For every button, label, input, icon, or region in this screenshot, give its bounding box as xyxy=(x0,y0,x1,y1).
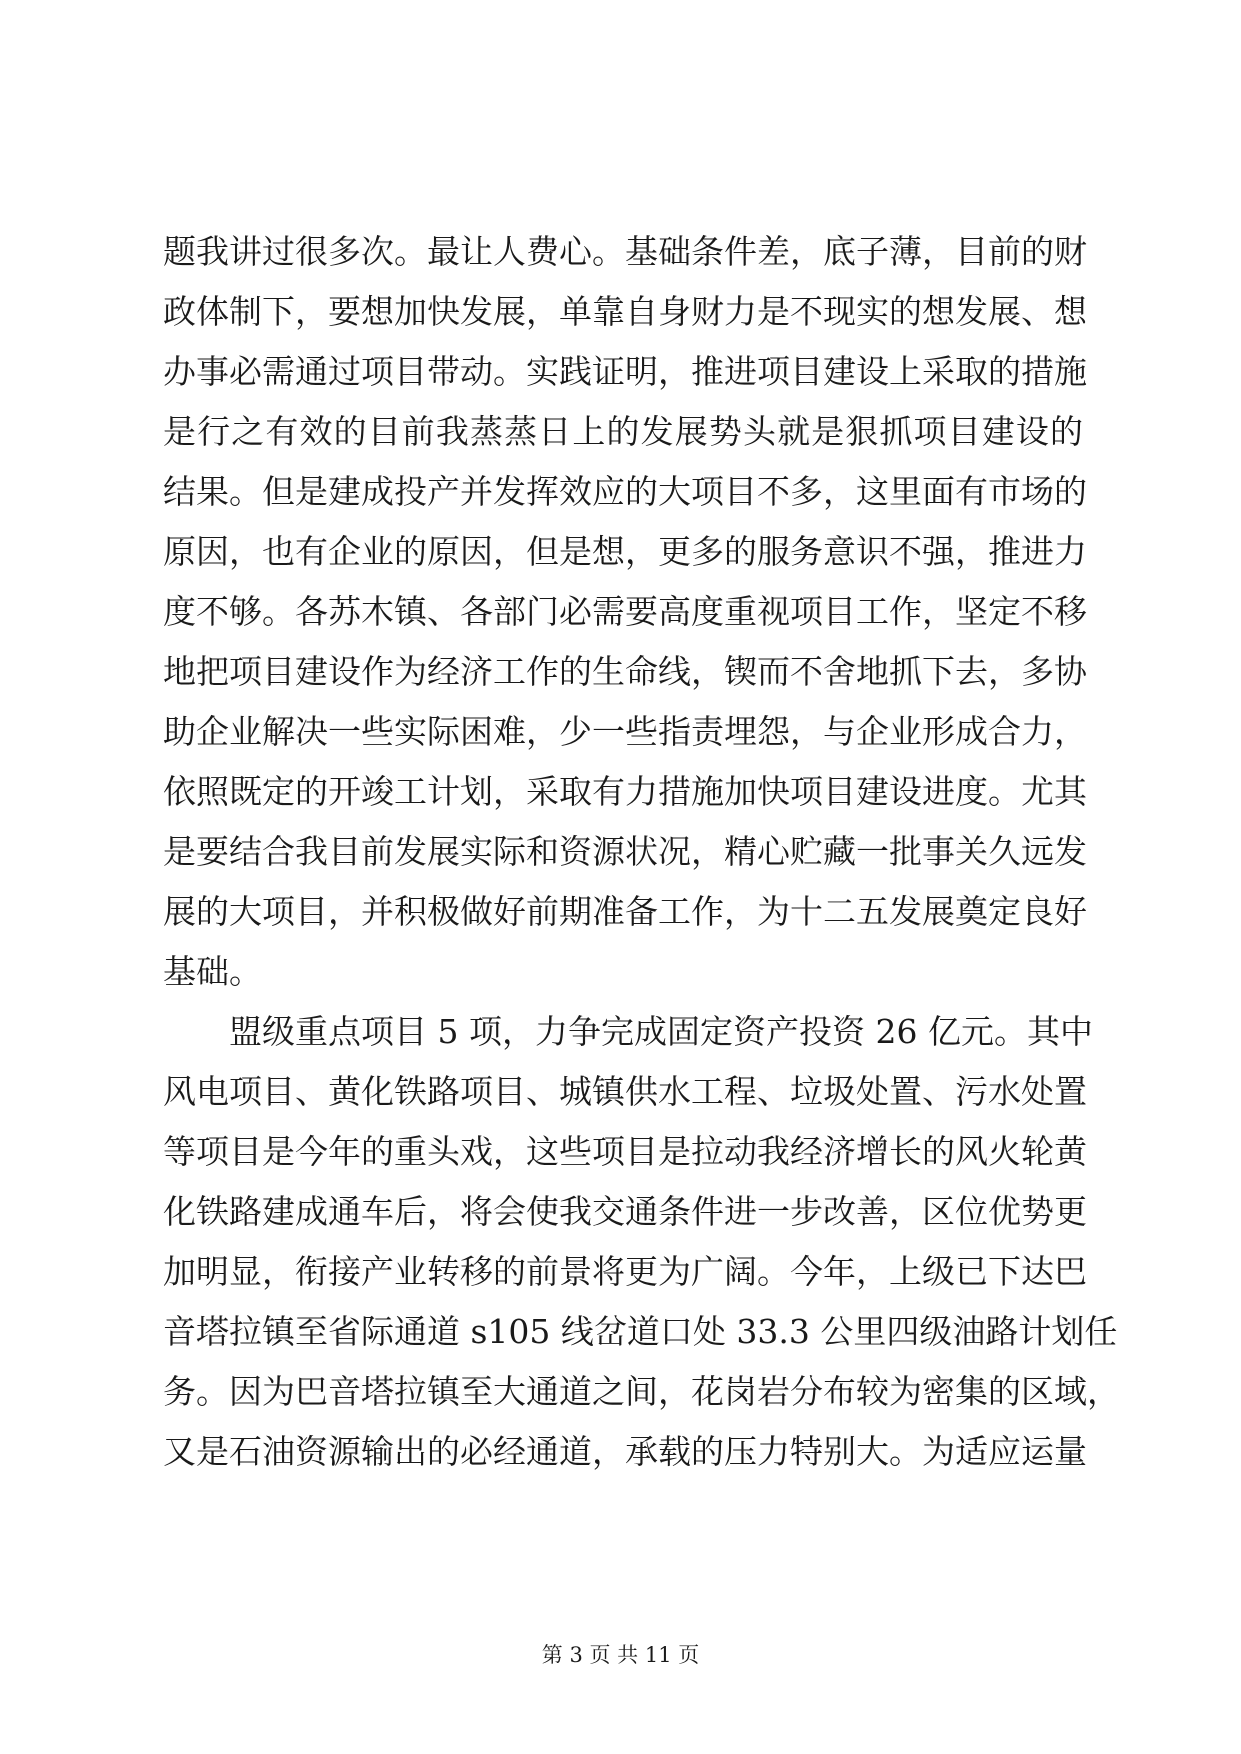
text-line: 又是石油资源输出的必经通道，承载的压力特别大。为适应运量 xyxy=(163,1432,1087,1471)
text-line: 风电项目、黄化铁路项目、城镇供水工程、垃圾处置、污水处置 xyxy=(163,1072,1087,1111)
text-line: 基础。 xyxy=(163,952,262,991)
text-line: 依照既定的开竣工计划，采取有力措施加快项目建设进度。尤其 xyxy=(163,772,1087,811)
text-line: 原因，也有企业的原因，但是想，更多的服务意识不强，推进力 xyxy=(163,532,1087,571)
text-line: 助企业解决一些实际困难，少一些指责埋怨，与企业形成合力， xyxy=(163,712,1087,751)
text-line: 是要结合我目前发展实际和资源状况，精心贮藏一批事关久远发 xyxy=(163,832,1087,871)
text-line: 是行之有效的目前我蒸蒸日上的发展势头就是狠抓项目建设的 xyxy=(163,412,1083,451)
text-line: 政体制下，要想加快发展，单靠自身财力是不现实的想发展、想 xyxy=(163,292,1087,331)
text-line: 展的大项目，并积极做好前期准备工作，为十二五发展奠定良好 xyxy=(163,892,1087,931)
text-line: 盟级重点项目 5 项，力争完成固定资产投资 26 亿元。其中 xyxy=(229,1012,1093,1051)
text-line: 务。因为巴音塔拉镇至大通道之间，花岗岩分布较为密集的区域， xyxy=(163,1372,1120,1411)
text-line: 等项目是今年的重头戏，这些项目是拉动我经济增长的风火轮黄 xyxy=(163,1132,1087,1171)
text-line: 办事必需通过项目带动。实践证明，推进项目建设上采取的措施 xyxy=(163,352,1087,391)
text-line: 音塔拉镇至省际通道 s105 线岔道口处 33.3 公里四级油路计划任 xyxy=(163,1312,1118,1351)
paragraph-2 xyxy=(163,1002,1120,1482)
paragraph-1 xyxy=(163,222,1087,1002)
text-line: 化铁路建成通车后，将会使我交通条件进一步改善，区位优势更 xyxy=(163,1192,1087,1231)
document-body xyxy=(163,222,1120,1482)
text-line: 题我讲过很多次。最让人费心。基础条件差，底子薄，目前的财 xyxy=(163,232,1087,271)
text-line: 度不够。各苏木镇、各部门必需要高度重视项目工作，坚定不移 xyxy=(163,592,1087,631)
page-number: 第 3 页 共 11 页 xyxy=(541,1643,700,1667)
page-footer xyxy=(0,1640,1241,1670)
text-line: 结果。但是建成投产并发挥效应的大项目不多，这里面有市场的 xyxy=(163,472,1087,511)
text-line: 地把项目建设作为经济工作的生命线，锲而不舍地抓下去，多协 xyxy=(163,652,1087,691)
text-line: 加明显，衔接产业转移的前景将更为广阔。今年，上级已下达巴 xyxy=(163,1252,1087,1291)
